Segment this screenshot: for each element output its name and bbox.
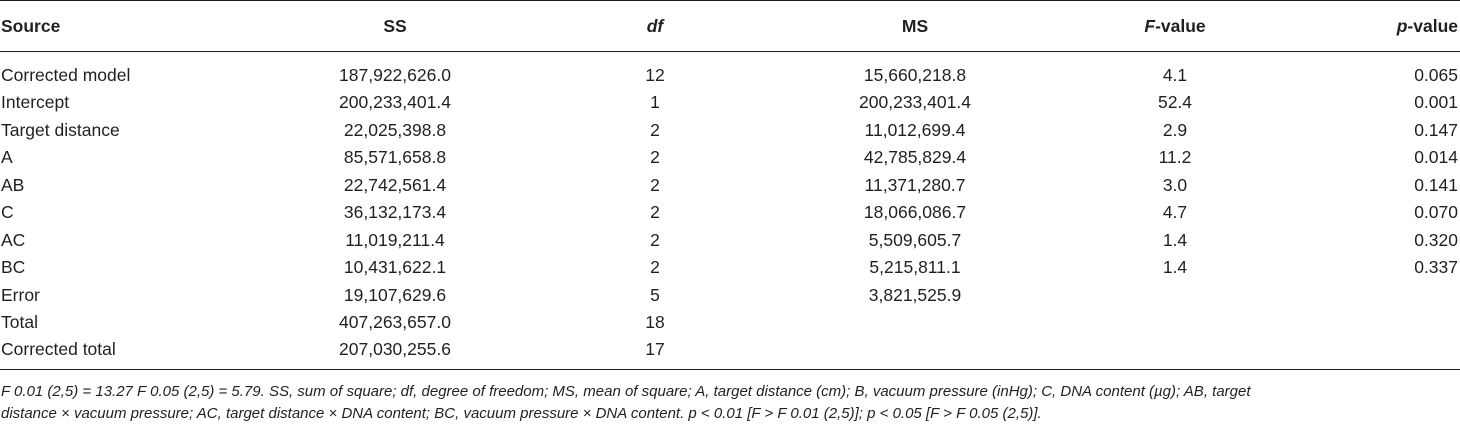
cell-p-value — [1270, 309, 1460, 337]
cell-ss: 22,025,398.8 — [343, 119, 447, 140]
cell-ms: 18,066,086.7 — [863, 202, 967, 223]
cell-ss: 11,019,211.4 — [345, 229, 445, 250]
cell-ss: 19,107,629.6 — [343, 284, 447, 305]
cell-ms: 11,012,699.4 — [864, 119, 966, 140]
cell-p-value: 0.014 — [1414, 147, 1458, 168]
cell-p-value: 0.337 — [1414, 257, 1458, 278]
cell-df: 2 — [650, 202, 660, 223]
cell-df: 1 — [650, 92, 660, 113]
cell-p-value: 0.147 — [1414, 119, 1458, 140]
cell-df: 18 — [645, 312, 665, 333]
table-row — [0, 199, 1460, 227]
header-source: Source — [0, 1, 230, 52]
table-row — [0, 144, 1460, 172]
cell-p-value: 0.070 — [1414, 202, 1458, 223]
header-df: df — [560, 1, 750, 52]
table-row — [0, 227, 1460, 255]
cell-source: Target distance — [1, 119, 120, 140]
table-row — [0, 309, 1460, 337]
cell-ms — [750, 337, 1080, 370]
header-p-symbol: p — [1396, 15, 1408, 36]
cell-ms: 11,371,280.7 — [864, 174, 966, 195]
cell-p-value: 0.065 — [1414, 65, 1458, 85]
cell-ms: 15,660,218.8 — [863, 65, 967, 85]
cell-source: C — [1, 202, 14, 223]
header-f-symbol: F — [1144, 15, 1156, 36]
cell-source: Corrected model — [1, 65, 131, 85]
table-row — [0, 89, 1460, 117]
cell-source: Error — [1, 284, 40, 305]
cell-df: 2 — [650, 229, 660, 250]
cell-source: Total — [1, 312, 38, 333]
cell-ms: 5,215,811.1 — [869, 257, 961, 278]
header-ss: SS — [230, 1, 560, 52]
cell-p-value — [1270, 337, 1460, 370]
header-ms: MS — [750, 1, 1080, 52]
cell-p-value — [1270, 282, 1460, 310]
cell-ms: 42,785,829.4 — [863, 147, 967, 168]
cell-ss: 207,030,255.6 — [230, 337, 560, 370]
cell-source: Intercept — [1, 92, 70, 113]
cell-f-value: 4.1 — [1162, 65, 1188, 85]
cell-source: BC — [1, 257, 26, 278]
table-row — [0, 52, 1460, 90]
cell-df: 17 — [560, 337, 750, 370]
footnote-line-1: F 0.01 (2,5) = 13.27 F 0.05 (2,5) = 5.79. SS, sum of square; df, degree of freedom; MS, mean of square; A, target distance (cm); B, vacuum pressure (inHg); C, DNA content (µg); AB, target — [1, 383, 1251, 400]
header-row — [0, 1, 1460, 52]
cell-f-value: 3.0 — [1162, 174, 1188, 195]
header-f-suffix: -value — [1155, 15, 1206, 36]
table-row — [0, 117, 1460, 145]
cell-f-value: 4.7 — [1162, 202, 1188, 223]
footnote-line-2: distance × vacuum pressure; AC, target distance × DNA content; BC, vacuum pressure × DNA content. p < 0.01 [F > F 0.01 (2,5)]; p < 0.05 [F > F 0.05 (2,5)]. — [1, 405, 1042, 422]
cell-source: AC — [1, 229, 26, 250]
table-row — [0, 337, 1460, 370]
cell-df: 2 — [650, 147, 660, 168]
cell-f-value: 2.9 — [1162, 119, 1188, 140]
cell-p-value: 0.320 — [1414, 229, 1458, 250]
cell-ss: 36,132,173.4 — [343, 202, 447, 223]
cell-ss: 85,571,658.8 — [343, 147, 447, 168]
header-f-value — [1080, 1, 1270, 52]
cell-ms: 3,821,525.9 — [868, 284, 962, 305]
cell-ss: 187,922,626.0 — [339, 65, 451, 85]
cell-df: 5 — [650, 284, 660, 305]
cell-ss: 200,233,401.4 — [339, 92, 451, 113]
table-body — [0, 52, 1460, 370]
table-footnote — [1, 381, 1457, 425]
cell-source: Corrected total — [0, 337, 230, 370]
cell-ms: 200,233,401.4 — [859, 92, 971, 113]
header-p-value — [1270, 1, 1460, 52]
cell-f-value: 52.4 — [1157, 92, 1193, 113]
table-row — [0, 282, 1460, 310]
cell-f-value: 11.2 — [1158, 147, 1192, 168]
cell-f-value — [1080, 282, 1270, 310]
cell-f-value — [1080, 337, 1270, 370]
cell-ss: 407,263,657.0 — [339, 312, 451, 333]
cell-ss: 22,742,561.4 — [343, 174, 447, 195]
cell-source: AB — [1, 174, 25, 195]
table-row — [0, 254, 1460, 282]
cell-ms: 5,509,605.7 — [868, 229, 962, 250]
cell-f-value — [1080, 309, 1270, 337]
cell-f-value: 1.4 — [1162, 229, 1188, 250]
cell-df: 2 — [650, 119, 660, 140]
cell-source: A — [1, 147, 13, 168]
cell-ms — [750, 309, 1080, 337]
cell-ss: 10,431,622.1 — [343, 257, 447, 278]
table-header — [0, 1, 1460, 52]
cell-df: 2 — [650, 174, 660, 195]
cell-df: 12 — [645, 65, 665, 85]
cell-p-value: 0.141 — [1414, 174, 1458, 195]
cell-p-value: 0.001 — [1414, 92, 1458, 113]
table-row — [0, 172, 1460, 200]
cell-f-value: 1.4 — [1162, 257, 1188, 278]
header-p-suffix: -value — [1407, 15, 1458, 36]
cell-df: 2 — [650, 257, 660, 278]
